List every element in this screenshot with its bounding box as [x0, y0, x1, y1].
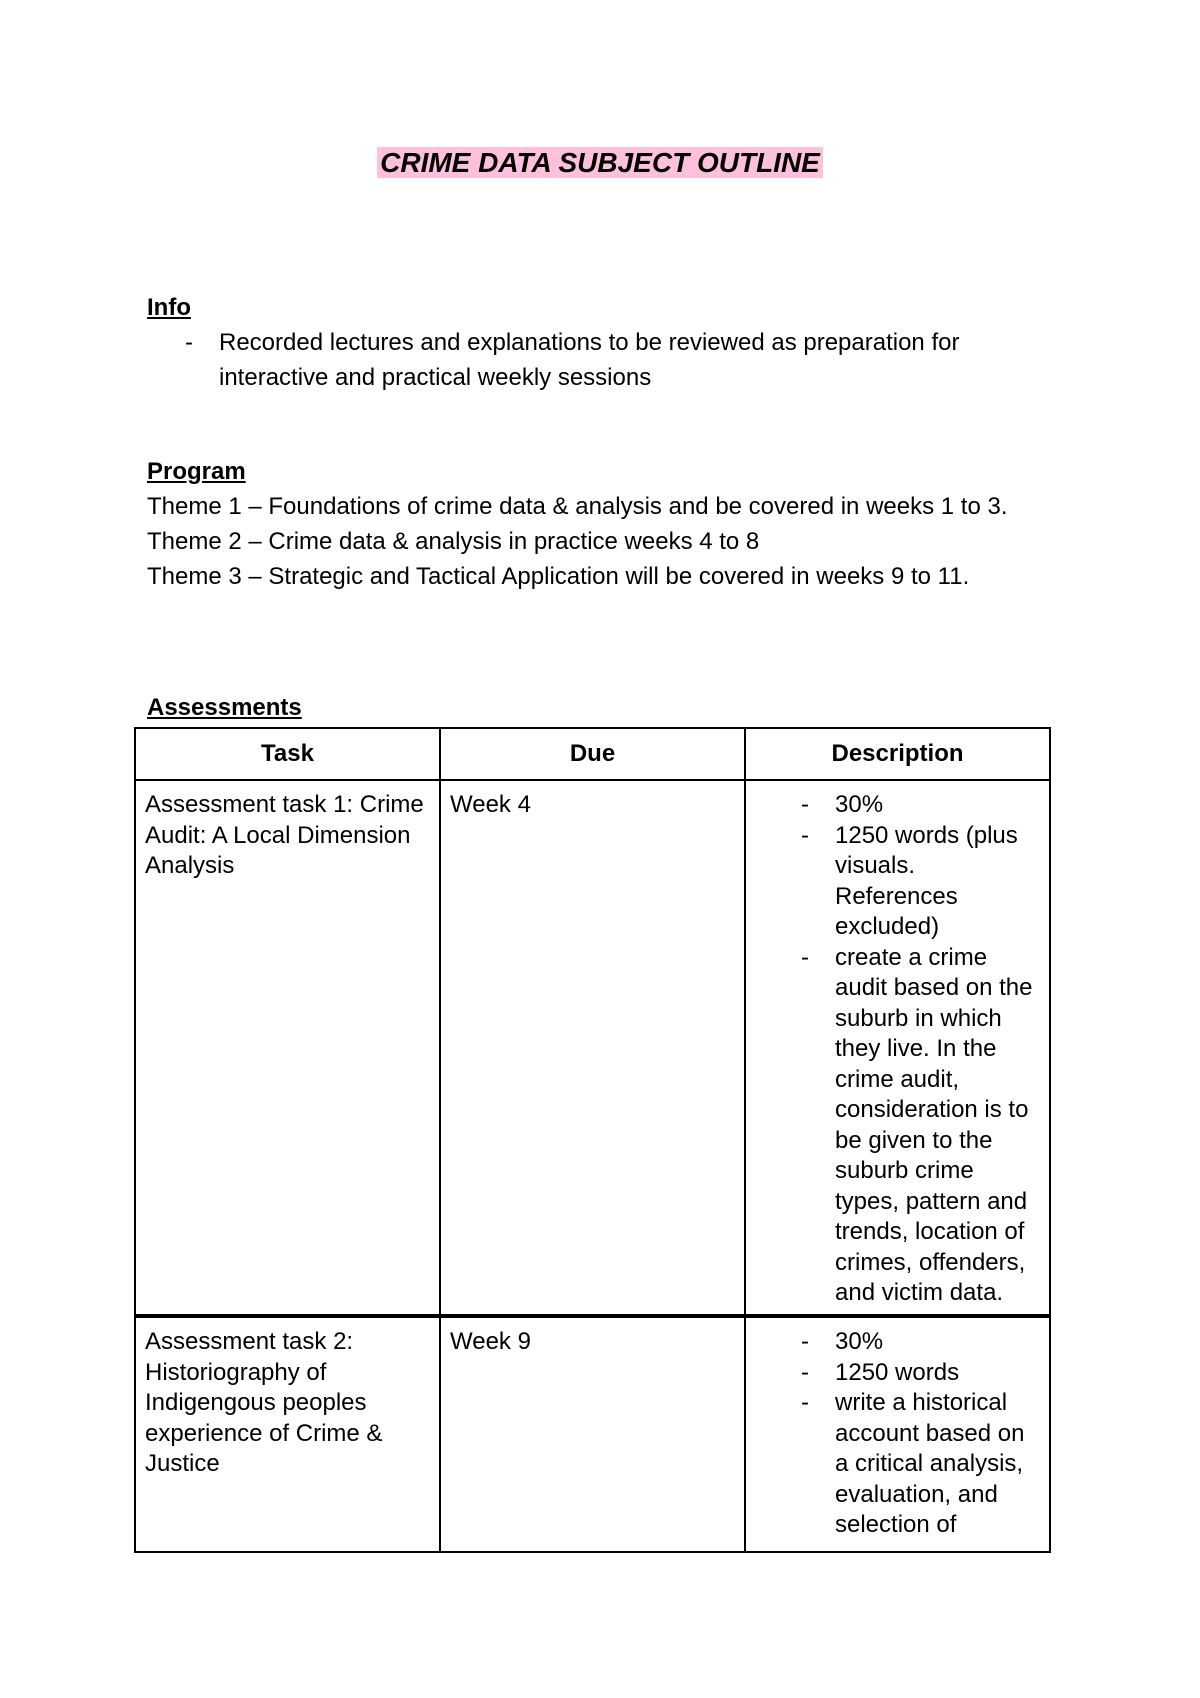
description-item-text: create a crime audit based on the suburb in which they live. In the crime audit, consideration is to be given to the suburb crime types, pattern and trends, location of crimes, offenders, and victim data.	[835, 943, 1033, 1306]
task-cell: Assessment task 2: Historiography of Indigengous peoples experience of Crime & Justice	[135, 1316, 440, 1552]
table-row	[135, 780, 1050, 1316]
description-list	[755, 790, 1040, 1309]
program-theme-1: Theme 1 – Foundations of crime data & analysis and be covered in weeks 1 to 3.	[147, 493, 1008, 520]
due-cell: Week 9	[440, 1316, 745, 1552]
description-item	[755, 1388, 1040, 1541]
description-item	[755, 821, 1040, 943]
description-item	[755, 943, 1040, 1309]
description-item-text: 1250 words (plus visuals. References excluded)	[835, 821, 1018, 940]
description-item	[755, 1358, 1040, 1389]
program-theme-3: Theme 3 – Strategic and Tactical Application will be covered in weeks 9 to 11.	[147, 563, 970, 590]
description-item-text: 30%	[835, 791, 884, 818]
table-row	[135, 1316, 1050, 1552]
program-section	[147, 454, 1067, 594]
assessments-table	[134, 727, 1051, 1553]
dash-bullet: -	[801, 943, 809, 971]
program-heading: Program	[147, 458, 246, 485]
dash-bullet: -	[801, 1328, 809, 1355]
dash-bullet: -	[801, 791, 809, 818]
info-item	[147, 325, 1067, 395]
description-item	[755, 1327, 1040, 1358]
dash-bullet: -	[801, 1389, 809, 1416]
assessments-section	[147, 690, 1067, 725]
info-item-text: Recorded lectures and explanations to be reviewed as preparation for interactive and practical weekly sessions	[219, 329, 960, 391]
due-cell: Week 4	[440, 780, 745, 1316]
dash-bullet: -	[801, 821, 809, 849]
description-item	[755, 790, 1040, 821]
info-section	[147, 290, 1067, 395]
description-list	[755, 1327, 1040, 1541]
task-cell: Assessment task 1: Crime Audit: A Local Dimension Analysis	[135, 780, 440, 1316]
page-title	[0, 143, 1200, 183]
info-list	[147, 325, 1067, 395]
description-cell	[745, 780, 1050, 1316]
page-title-text: CRIME DATA SUBJECT OUTLINE	[377, 147, 823, 178]
description-cell	[745, 1316, 1050, 1552]
description-item-text: 30%	[835, 1328, 884, 1355]
assessments-heading: Assessments	[147, 694, 302, 721]
column-header-task: Task	[135, 728, 440, 780]
info-heading: Info	[147, 294, 191, 321]
description-item-text: 1250 words	[835, 1358, 960, 1386]
description-item-text: write a historical account based on a critical analysis, evaluation, and selection of	[835, 1389, 1025, 1538]
dash-bullet: -	[185, 329, 193, 356]
dash-bullet: -	[801, 1358, 809, 1386]
column-header-description: Description	[745, 728, 1050, 780]
program-theme-2: Theme 2 – Crime data & analysis in practice weeks 4 to 8	[147, 528, 760, 555]
table-header-row	[135, 728, 1050, 780]
column-header-due: Due	[440, 728, 745, 780]
